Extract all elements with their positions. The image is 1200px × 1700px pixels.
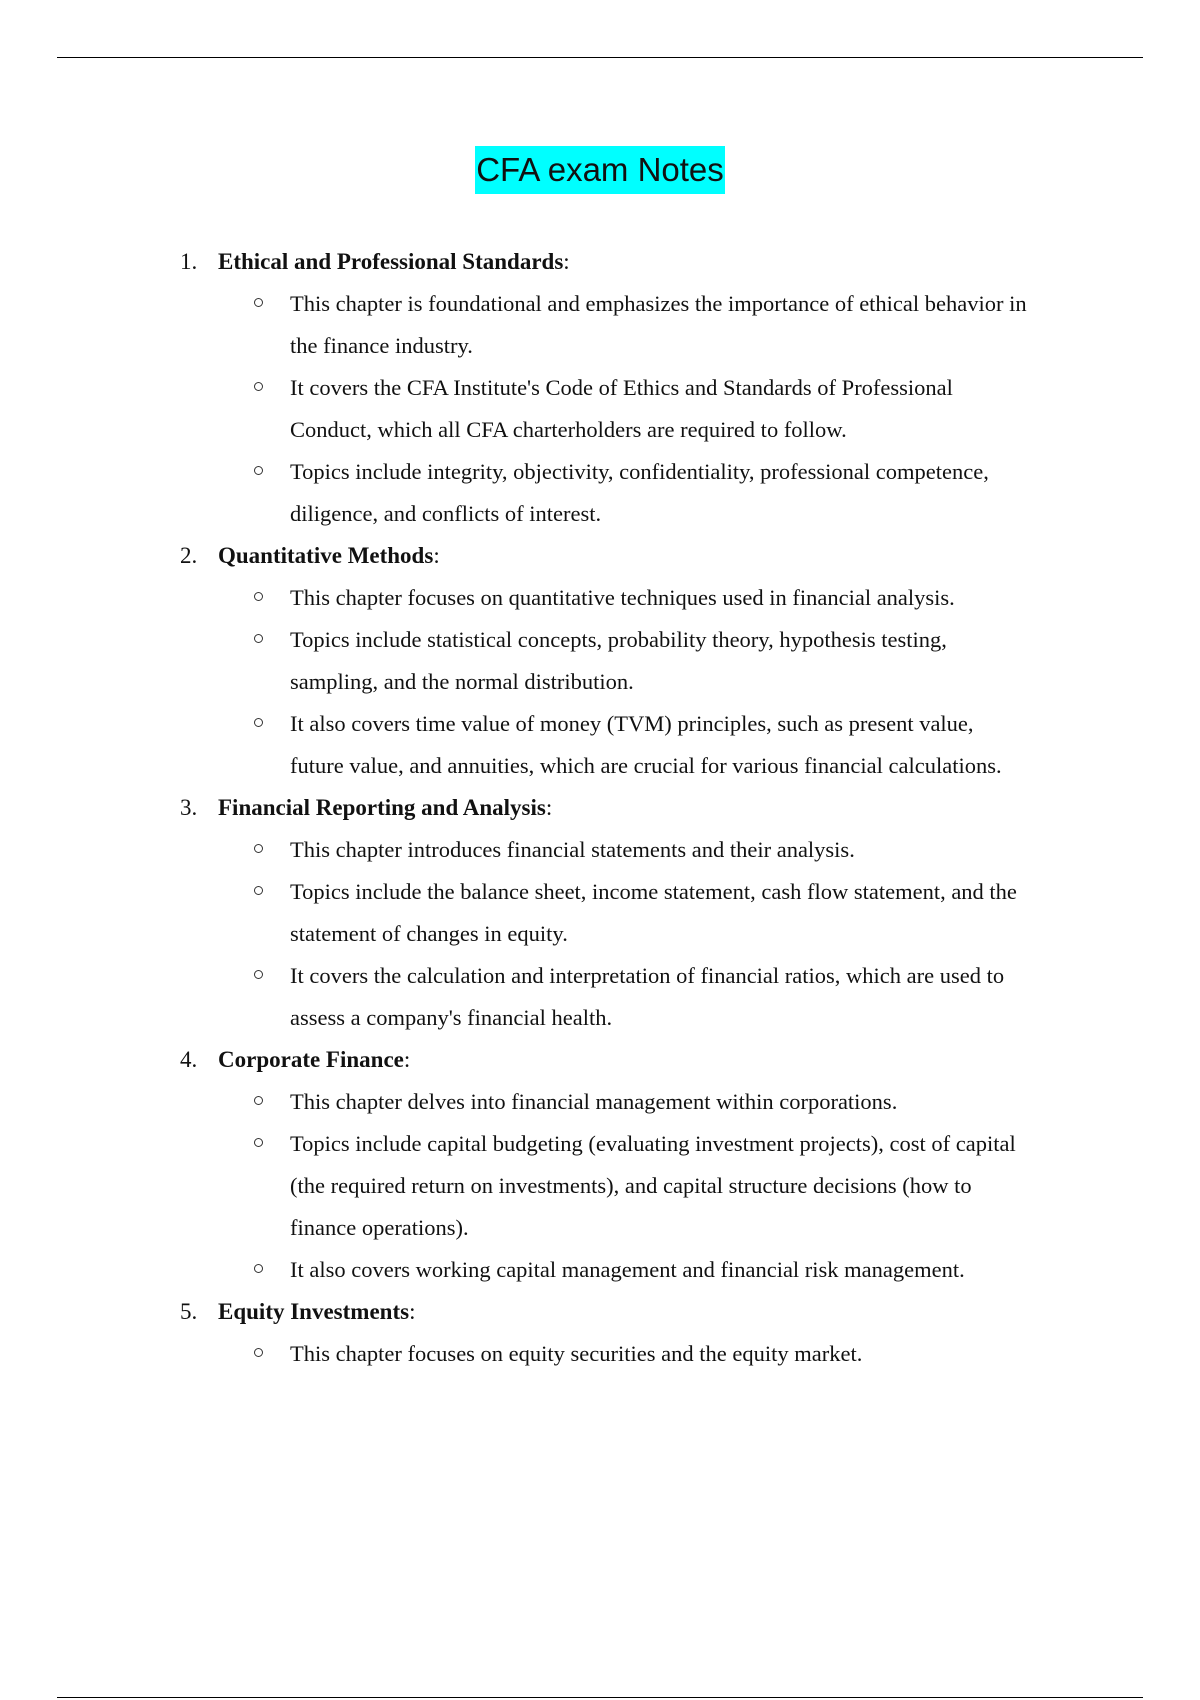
bullet-item xyxy=(0,451,1200,535)
section-title-text: Quantitative Methods xyxy=(218,543,434,568)
hollow-circle-bullet-icon xyxy=(254,298,263,307)
bullet-item xyxy=(0,829,1200,871)
bullet-text: Topics include integrity, objectivity, confidentiality, professional competence, diligence, and conflicts of interest. xyxy=(290,459,989,526)
section-title-colon: : xyxy=(433,543,440,568)
bullet-item xyxy=(0,1333,1200,1375)
hollow-circle-bullet-icon xyxy=(254,970,263,979)
footer-rule xyxy=(57,1697,1143,1698)
section-item xyxy=(0,241,1200,535)
section-title-colon: : xyxy=(545,795,553,820)
bullet-text: Topics include capital budgeting (evaluating investment projects), cost of capital (the required return on investments), and capital structure decisions (how to finance operations). xyxy=(290,1131,1016,1240)
section-number: 3. xyxy=(180,795,198,820)
hollow-circle-bullet-icon xyxy=(254,718,263,727)
section-title-text: Financial Reporting and Analysis xyxy=(218,795,546,820)
hollow-circle-bullet-icon xyxy=(254,1348,263,1357)
bullet-text: Topics include statistical concepts, probability theory, hypothesis testing, sampling, and the normal distribution. xyxy=(290,627,947,694)
section-heading xyxy=(0,241,1200,283)
section-number: 1. xyxy=(180,249,198,274)
bullet-item xyxy=(0,1123,1200,1249)
bullet-item xyxy=(0,367,1200,451)
section-item xyxy=(0,1039,1200,1291)
section-item xyxy=(0,787,1200,1039)
hollow-circle-bullet-icon xyxy=(254,634,263,643)
bullet-text: It covers the calculation and interpretation of financial ratios, which are used to assess a company's financial health. xyxy=(290,963,1005,1030)
section-title-text: Equity Investments xyxy=(218,1299,410,1324)
section-item xyxy=(0,1291,1200,1375)
bullet-text: This chapter focuses on quantitative techniques used in financial analysis. xyxy=(290,585,955,610)
section-heading xyxy=(0,1039,1200,1081)
section-item xyxy=(0,535,1200,787)
bullet-item xyxy=(0,577,1200,619)
bullet-item xyxy=(0,955,1200,1039)
section-title xyxy=(218,535,440,577)
section-title-colon: : xyxy=(409,1299,416,1324)
bullet-item xyxy=(0,619,1200,703)
hollow-circle-bullet-icon xyxy=(254,844,263,853)
hollow-circle-bullet-icon xyxy=(254,382,263,391)
bullet-text: It also covers working capital management and financial risk management. xyxy=(290,1257,965,1282)
notes-list xyxy=(0,241,1200,1375)
hollow-circle-bullet-icon xyxy=(254,592,263,601)
section-title-text: Ethical and Professional Standards xyxy=(218,249,564,274)
section-title xyxy=(218,787,552,829)
section-number: 4. xyxy=(180,1047,198,1072)
section-number: 5. xyxy=(180,1299,198,1324)
hollow-circle-bullet-icon xyxy=(254,886,263,895)
bullet-text: It also covers time value of money (TVM) principles, such as present value, future value, and annuities, which are crucial for various financial calculations. xyxy=(290,711,1002,778)
title-block xyxy=(0,146,1200,194)
bullet-text: It covers the CFA Institute's Code of Ethics and Standards of Professional Conduct, which all CFA charterholders are required to follow. xyxy=(290,375,953,442)
section-title-colon: : xyxy=(403,1047,411,1072)
section-title xyxy=(218,241,570,283)
header-rule xyxy=(57,57,1143,58)
section-title-text: Corporate Finance xyxy=(218,1047,404,1072)
section-title xyxy=(218,1291,415,1333)
hollow-circle-bullet-icon xyxy=(254,1096,263,1105)
bullet-item xyxy=(0,703,1200,787)
section-heading xyxy=(0,1291,1200,1333)
hollow-circle-bullet-icon xyxy=(254,1264,263,1273)
bullet-item xyxy=(0,1081,1200,1123)
bullet-text: This chapter focuses on equity securities and the equity market. xyxy=(290,1341,863,1366)
document-title: CFA exam Notes xyxy=(475,146,725,194)
bullet-text: This chapter introduces financial statements and their analysis. xyxy=(290,837,855,862)
hollow-circle-bullet-icon xyxy=(254,1138,263,1147)
section-title-colon: : xyxy=(563,249,570,274)
bullet-text: This chapter is foundational and emphasizes the importance of ethical behavior in the finance industry. xyxy=(290,291,1027,358)
section-number: 2. xyxy=(180,543,198,568)
section-heading xyxy=(0,787,1200,829)
bullet-item xyxy=(0,283,1200,367)
hollow-circle-bullet-icon xyxy=(254,466,263,475)
bullet-text: This chapter delves into financial management within corporations. xyxy=(290,1089,898,1114)
bullet-item xyxy=(0,1249,1200,1291)
section-title xyxy=(218,1039,410,1081)
section-heading xyxy=(0,535,1200,577)
bullet-text: Topics include the balance sheet, income statement, cash flow statement, and the statement of changes in equity. xyxy=(290,879,1017,946)
bullet-item xyxy=(0,871,1200,955)
